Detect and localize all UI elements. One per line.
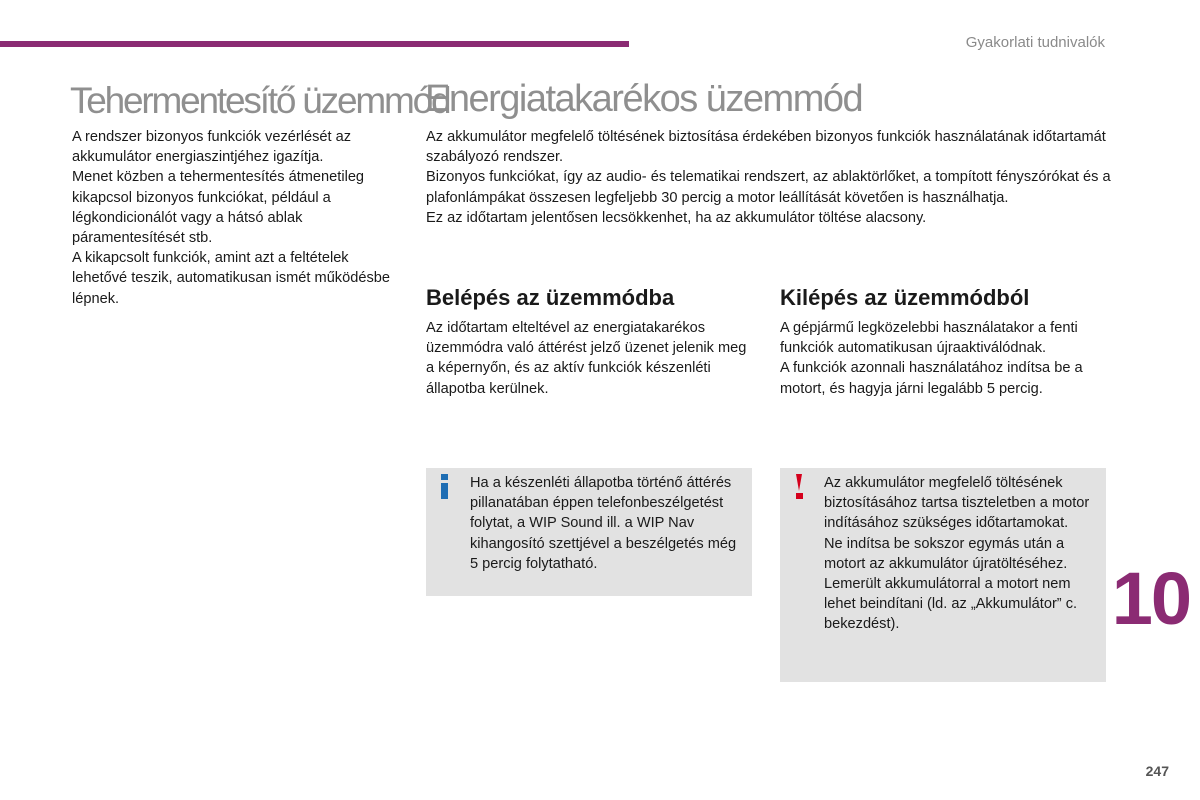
- info-icon: [440, 474, 450, 500]
- main-section-text: [426, 127, 1116, 228]
- page-number: 247: [1145, 763, 1169, 779]
- left-paragraph: A rendszer bizonyos funkciók vezérlését az akkumulátor energiaszintjéhez igazítja.: [72, 129, 352, 166]
- section-label: Gyakorlati tudnivalók: [965, 34, 1105, 51]
- warning-paragraph: Ne indítsa be sokszor egymás után a motort az akkumulátor újratöltéséhez.: [824, 535, 1068, 572]
- exit-section-title: Kilépés az üzemmódból: [780, 285, 1030, 310]
- header-accent-bar: [0, 41, 629, 47]
- exclamation-icon: [794, 474, 804, 500]
- warning-box: [780, 468, 1106, 682]
- left-section-text: [72, 127, 402, 309]
- main-paragraph: Az akkumulátor megfelelő töltésének biztosítása érdekében bizonyos funkciók használatának időtartamát szabályozó rendszer.: [426, 129, 1106, 166]
- left-paragraph: A kikapcsolt funkciók, amint azt a feltételek lehetővé teszik, automatikusan ismét működésbe lépnek.: [72, 250, 390, 307]
- main-section-title: Energiatakarékos üzemmód: [425, 78, 863, 120]
- enter-section-title: Belépés az üzemmódba: [426, 285, 675, 310]
- enter-section-text: [426, 318, 756, 399]
- exit-paragraph: A funkciók azonnali használatához indítsa be a motort, és hagyja járni legalább 5 percig.: [780, 360, 1083, 397]
- main-paragraph: Ez az időtartam jelentősen lecsökkenhet, ha az akkumulátor töltése alacsony.: [426, 209, 927, 226]
- warning-paragraph: Az akkumulátor megfelelő töltésének biztosításához tartsa tiszteletben a motor indításához szükséges időtartamokat.: [824, 475, 1090, 532]
- info-box: [426, 468, 752, 596]
- enter-paragraph: Az időtartam elteltével az energiatakarékos üzemmódra való áttérést jelző üzenet jelenik meg a képernyőn, és az aktív funkciók készenléti állapotba kerülnek.: [426, 320, 747, 397]
- exit-section-text: [780, 318, 1120, 399]
- info-box-text: [470, 473, 740, 574]
- exit-paragraph: A gépjármű legközelebbi használatakor a fenti funkciók automatikusan újraaktiválódnak.: [780, 320, 1078, 357]
- main-paragraph: Bizonyos funkciókat, így az audio- és telematikai rendszert, az ablaktörlőket, a tompított fényszórókat és a plafonlámpákat összesen legfeljebb 30 percig a motor leállítását követően is használhatja.: [426, 169, 1111, 206]
- warning-paragraph: Lemerült akkumulátorral a motort nem lehet beindítani (ld. az „Akkumulátor” c. bekezdést).: [824, 576, 1078, 633]
- chapter-number: 10: [1111, 557, 1190, 640]
- left-section-title: Tehermentesítő üzemmód: [70, 80, 450, 121]
- info-paragraph: Ha a készenléti állapotba történő áttérés pillanatában éppen telefonbeszélgetést folytat, a WIP Sound ill. a WIP Nav kihangosító szettjével a beszélgetés még 5 percig folytatható.: [470, 475, 737, 572]
- warning-box-text: [824, 473, 1100, 635]
- left-paragraph: Menet közben a tehermentesítés átmenetileg kikapcsol bizonyos funkciókat, például a légkondicionálót vagy a hátsó ablak páramentesítését stb.: [72, 169, 365, 247]
